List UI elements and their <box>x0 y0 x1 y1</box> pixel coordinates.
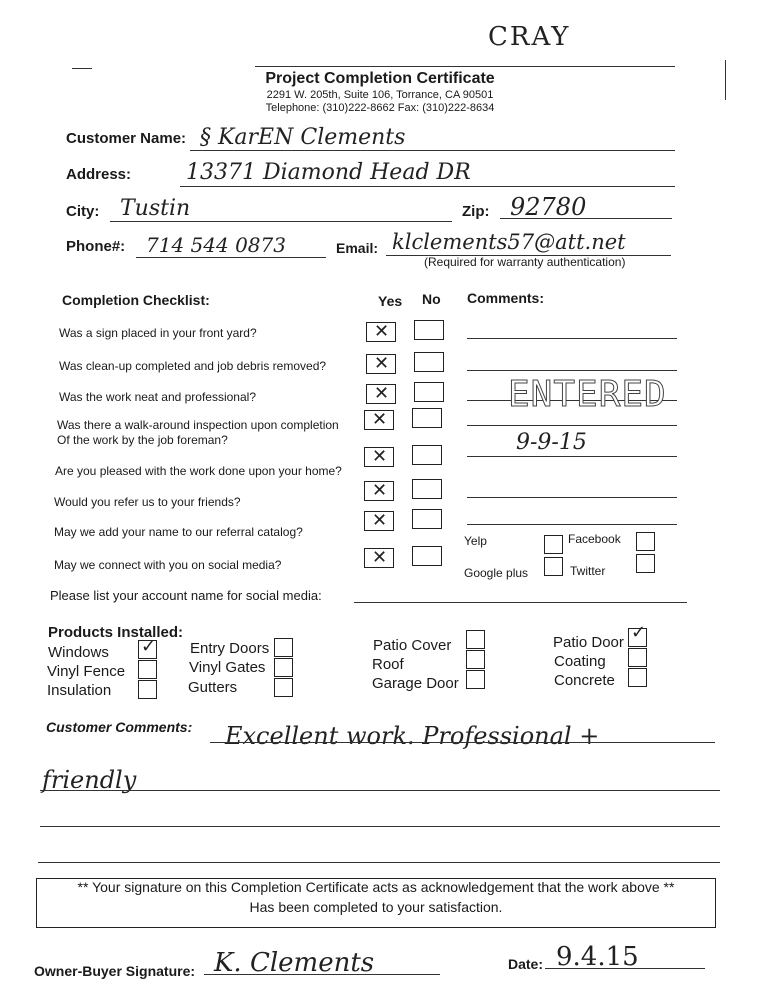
google-plus-checkbox[interactable] <box>544 557 563 576</box>
checklist-question: May we connect with you on social media? <box>54 558 282 572</box>
product-patio-door-label: Patio Door <box>553 634 624 651</box>
product-vinyl-gates-label: Vinyl Gates <box>189 659 266 676</box>
no-checkbox[interactable] <box>412 408 442 428</box>
address-line <box>180 186 675 187</box>
product-entry-doors-checkbox[interactable] <box>274 638 293 657</box>
signature-line <box>204 974 440 975</box>
city-line <box>110 221 452 222</box>
google-plus-label: Google plus <box>464 566 529 580</box>
top-left-rule <box>72 68 92 69</box>
zip-label: Zip: <box>462 203 490 220</box>
product-coating-label: Coating <box>554 653 606 670</box>
checklist-question: Was a sign placed in your front yard? <box>59 326 257 340</box>
top-rule <box>255 66 675 67</box>
checklist-question: Are you pleased with the work done upon your home? <box>55 464 342 478</box>
customer-comments-line1[interactable]: Excellent work. Professional + <box>225 722 600 750</box>
x-mark-icon: ✕ <box>372 547 388 568</box>
phone-line <box>136 257 326 258</box>
comment-line <box>467 524 677 525</box>
twitter-label: Twitter <box>570 564 606 578</box>
facebook-label: Facebook <box>568 532 621 546</box>
yelp-checkbox[interactable] <box>544 535 563 554</box>
customer-comments-label: Customer Comments: <box>46 719 193 735</box>
date-value[interactable]: 9.4.15 <box>556 942 639 972</box>
checklist-question: Was the work neat and professional? <box>59 390 256 404</box>
no-checkbox[interactable] <box>414 320 444 340</box>
address-value[interactable]: 13371 Diamond Head DR <box>186 160 471 185</box>
customer-name-line <box>190 150 675 151</box>
product-garage-door-label: Garage Door <box>372 675 459 692</box>
comment-line <box>467 497 677 498</box>
signature-label: Owner-Buyer Signature: <box>34 963 196 979</box>
product-vinyl-gates-checkbox[interactable] <box>274 658 293 677</box>
stamp-date: 9-9-15 <box>516 430 587 455</box>
checklist-question: Would you refer us to your friends? <box>54 495 241 509</box>
page-title: Project Completion Certificate <box>265 70 495 87</box>
x-mark-icon: ✕ <box>372 510 388 531</box>
product-coating-checkbox[interactable] <box>628 648 647 667</box>
no-checkbox[interactable] <box>412 509 442 529</box>
checklist-question: Was clean-up completed and job debris removed? <box>59 359 327 373</box>
products-heading: Products Installed: <box>48 624 184 641</box>
checklist-question: Was there a walk-around inspection upon completion <box>57 418 339 432</box>
comment-line <box>467 338 677 339</box>
product-roof-label: Roof <box>372 656 404 673</box>
email-label: Email: <box>336 240 379 256</box>
comment-line <box>467 456 677 457</box>
comment-line-3 <box>40 826 720 827</box>
yelp-label: Yelp <box>464 534 487 548</box>
no-checkbox[interactable] <box>414 382 444 402</box>
city-label: City: <box>66 203 100 220</box>
product-insulation-label: Insulation <box>47 682 112 699</box>
x-mark-icon: ✕ <box>374 353 390 374</box>
product-vinyl-fence-label: Vinyl Fence <box>47 663 126 680</box>
product-concrete-label: Concrete <box>554 672 615 689</box>
phone-label: Phone#: <box>66 238 126 255</box>
checklist-question: May we add your name to our referral catalog? <box>54 525 303 539</box>
facebook-checkbox[interactable] <box>636 532 655 551</box>
no-checkbox[interactable] <box>414 352 444 372</box>
address-label: Address: <box>66 166 132 183</box>
x-mark-icon: ✕ <box>374 383 390 404</box>
zip-value[interactable]: 92780 <box>510 193 587 221</box>
customer-name-value[interactable]: § KarEN Clements <box>200 125 406 150</box>
email-value[interactable]: klclements57@att.net <box>392 230 626 254</box>
signature-notice-line1: ** Your signature on this Completion Certificate acts as acknowledgement that the work above ** <box>77 879 675 895</box>
comment-line <box>467 370 677 371</box>
product-patio-cover-checkbox[interactable] <box>466 630 485 649</box>
entered-stamp: ENTERED <box>508 374 667 415</box>
customer-comments-line2[interactable]: friendly <box>42 766 137 794</box>
company-address: 2291 W. 205th, Suite 106, Torrance, CA 90501 <box>266 89 494 101</box>
date-label: Date: <box>508 956 544 972</box>
company-phone: Telephone: (310)222-8662 Fax: (310)222-8634 <box>265 102 495 114</box>
comment-line-2 <box>40 790 720 791</box>
yes-column-label: Yes <box>378 293 403 309</box>
email-note: (Required for warranty authentication) <box>424 255 626 269</box>
x-mark-icon: ✕ <box>372 446 388 467</box>
city-value[interactable]: Tustin <box>120 196 191 221</box>
twitter-checkbox[interactable] <box>636 554 655 573</box>
x-mark-icon: ✕ <box>374 321 390 342</box>
zip-line <box>500 218 672 219</box>
comment-line-4 <box>38 862 720 863</box>
no-checkbox[interactable] <box>412 445 442 465</box>
x-mark-icon: ✕ <box>372 480 388 501</box>
product-gutters-checkbox[interactable] <box>274 678 293 697</box>
phone-value[interactable]: 714 544 0873 <box>146 233 286 257</box>
product-garage-door-checkbox[interactable] <box>466 670 485 689</box>
checklist-question-continued: Of the work by the job foreman? <box>57 433 228 447</box>
no-column-label: No <box>422 291 441 307</box>
comments-column-label: Comments: <box>467 290 545 306</box>
check-mark-icon: ✓ <box>141 636 157 657</box>
comment-line <box>467 425 677 426</box>
product-patio-cover-label: Patio Cover <box>373 637 452 654</box>
product-concrete-checkbox[interactable] <box>628 668 647 687</box>
checklist-heading: Completion Checklist: <box>62 292 210 308</box>
no-checkbox[interactable] <box>412 546 442 566</box>
x-mark-icon: ✕ <box>372 409 388 430</box>
product-insulation-checkbox[interactable] <box>138 680 157 699</box>
product-windows-label: Windows <box>48 644 109 661</box>
header-note: CRAY <box>488 22 571 52</box>
check-mark-icon: ✓ <box>631 622 647 643</box>
comment-line-1 <box>210 742 715 743</box>
product-roof-checkbox[interactable] <box>466 650 485 669</box>
product-entry-doors-label: Entry Doors <box>190 640 270 657</box>
product-vinyl-fence-checkbox[interactable] <box>138 660 157 679</box>
no-checkbox[interactable] <box>412 479 442 499</box>
signature-value[interactable]: K. Clements <box>214 948 375 978</box>
date-line <box>545 968 705 969</box>
social-account-line[interactable] <box>354 602 687 603</box>
product-gutters-label: Gutters <box>188 679 238 696</box>
social-account-label: Please list your account name for social media: <box>50 588 322 603</box>
signature-notice-line2: Has been completed to your satisfaction. <box>249 899 503 915</box>
customer-name-label: Customer Name: <box>66 130 187 147</box>
